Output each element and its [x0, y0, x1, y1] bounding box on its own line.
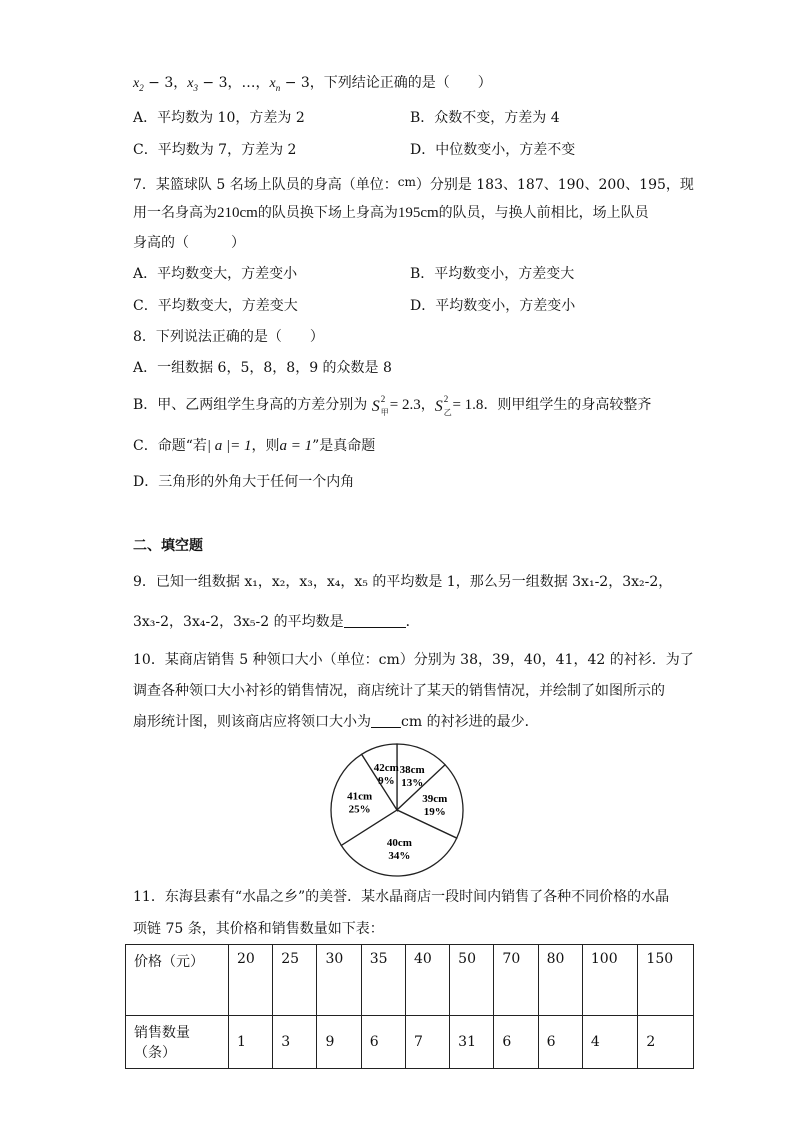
q10-line-3: 扇形统计图，则该商店应将领口大小为 cm 的衬衫进的最少． — [133, 714, 539, 730]
table-cell: 70 — [494, 945, 538, 1016]
q6-option-b: B．众数不变，方差为 4 — [410, 110, 560, 126]
pie-label-category: 38cm — [399, 763, 425, 776]
table-cell: 6 — [494, 1016, 538, 1069]
pie-label-percent: 25% — [348, 803, 371, 816]
q8-stem: 8．下列说法正确的是（ ） — [133, 329, 324, 345]
answer-blank — [371, 713, 401, 728]
answer-blank — [344, 613, 406, 628]
table-cell: 50 — [450, 945, 494, 1016]
q9-line-1: 9．已知一组数据 x₁，x₂，x₃，x₄，x₅ 的平均数是 1，那么另一组数据 3x₁-2，3x₂-2， — [133, 574, 673, 590]
q6-option-a: A．平均数为 10，方差为 2 — [133, 110, 305, 126]
pie-label-category: 39cm — [422, 793, 448, 806]
count-header: 销售数量（条） — [126, 1016, 229, 1069]
table-cell: 3 — [273, 1016, 317, 1069]
q10-line-2: 调查各种领口大小衬衫的销售情况，商店统计了某天的销售情况，并绘制了如图所示的 — [133, 683, 665, 699]
q11-line-2: 项链 75 条，其价格和销售数量如下表： — [133, 921, 384, 937]
q6-question-text: ，下列结论正确的是（ ） — [309, 75, 492, 91]
table-cell: 2 — [638, 1016, 694, 1069]
table-cell: 35 — [361, 945, 405, 1016]
q6-option-c: C．平均数为 7，方差为 2 — [133, 142, 297, 158]
q7-line-2: 用一名身高为210cm的队员换下场上身高为195cm的队员，与换人前相比，场上队员 — [133, 205, 649, 221]
table-cell: 31 — [450, 1016, 494, 1069]
table-cell: 80 — [538, 945, 582, 1016]
q6-option-d: D．中位数变小，方差不变 — [410, 142, 576, 158]
q9-line-2: 3x₃-2，3x₄-2，3x₅-2 的平均数是 ． — [133, 614, 420, 630]
table-row-price — [126, 945, 694, 1016]
section-title: 二、填空题 — [133, 538, 203, 554]
q7-option-b: B．平均数变小，方差变大 — [410, 266, 575, 282]
pie-label-percent: 9% — [378, 775, 395, 788]
pie-label-percent: 19% — [423, 806, 446, 819]
sales-table — [125, 944, 694, 1069]
pie-label-percent: 34% — [388, 850, 411, 863]
table-cell: 6 — [361, 1016, 405, 1069]
table-cell: 1 — [229, 1016, 273, 1069]
pie-label-category: 42cm — [373, 762, 399, 775]
q8-option-a: A．一组数据 6，5，8，8，9 的众数是 8 — [133, 360, 392, 376]
q10-line-1: 10．某商店销售 5 种领口大小（单位：cm）分别为 38，39，40，41，42 的衬衫．为了 — [133, 652, 694, 668]
pie-label-category: 40cm — [386, 837, 412, 850]
table-cell: 40 — [405, 945, 449, 1016]
table-cell: 6 — [538, 1016, 582, 1069]
pie-chart — [329, 742, 465, 878]
q8-option-b: B．甲、乙两组学生身高的方差分别为 S 2 甲 = 2.3，S 2 乙 = 1.8．则甲组学生的身高较整齐 — [133, 394, 652, 417]
price-header: 价格（元） — [126, 945, 229, 1016]
q6-expr-1: $x_2$ — [133, 76, 144, 93]
q7-option-a: A．平均数变大，方差变小 — [133, 266, 298, 282]
q6-tail-line: $x_2 - 3$，$x_3 - 3$，…，$x_n - 3$，下列结论正确的是（ ） — [133, 75, 492, 93]
q7-line-1: 7．某篮球队 5 名场上队员的身高（单位：cm）分别是 183、187、190、200、195，现 — [133, 175, 694, 193]
q8-option-d: D．三角形的外角大于任何一个内角 — [133, 474, 355, 490]
table-cell: 7 — [405, 1016, 449, 1069]
pie-label-percent: 13% — [401, 776, 424, 789]
table-cell: 100 — [582, 945, 638, 1016]
q11-line-1: 11．东海县素有“水晶之乡”的美誉．某水晶商店一段时间内销售了各种不同价格的水晶 — [133, 889, 670, 905]
q7-option-c: C．平均数变大，方差变大 — [133, 298, 298, 314]
q8-option-c: C．命题“若| a |= 1，则a = 1”是真命题 — [133, 438, 376, 454]
q7-line-3: 身高的（ ） — [133, 235, 245, 251]
table-cell: 150 — [638, 945, 694, 1016]
table-cell: 25 — [273, 945, 317, 1016]
q7-option-d: D．平均数变小，方差变小 — [410, 298, 576, 314]
pie-label-category: 41cm — [347, 790, 373, 803]
table-row-count — [126, 1016, 694, 1069]
table-cell: 20 — [229, 945, 273, 1016]
table-cell: 30 — [317, 945, 361, 1016]
table-cell: 4 — [582, 1016, 638, 1069]
table-cell: 9 — [317, 1016, 361, 1069]
